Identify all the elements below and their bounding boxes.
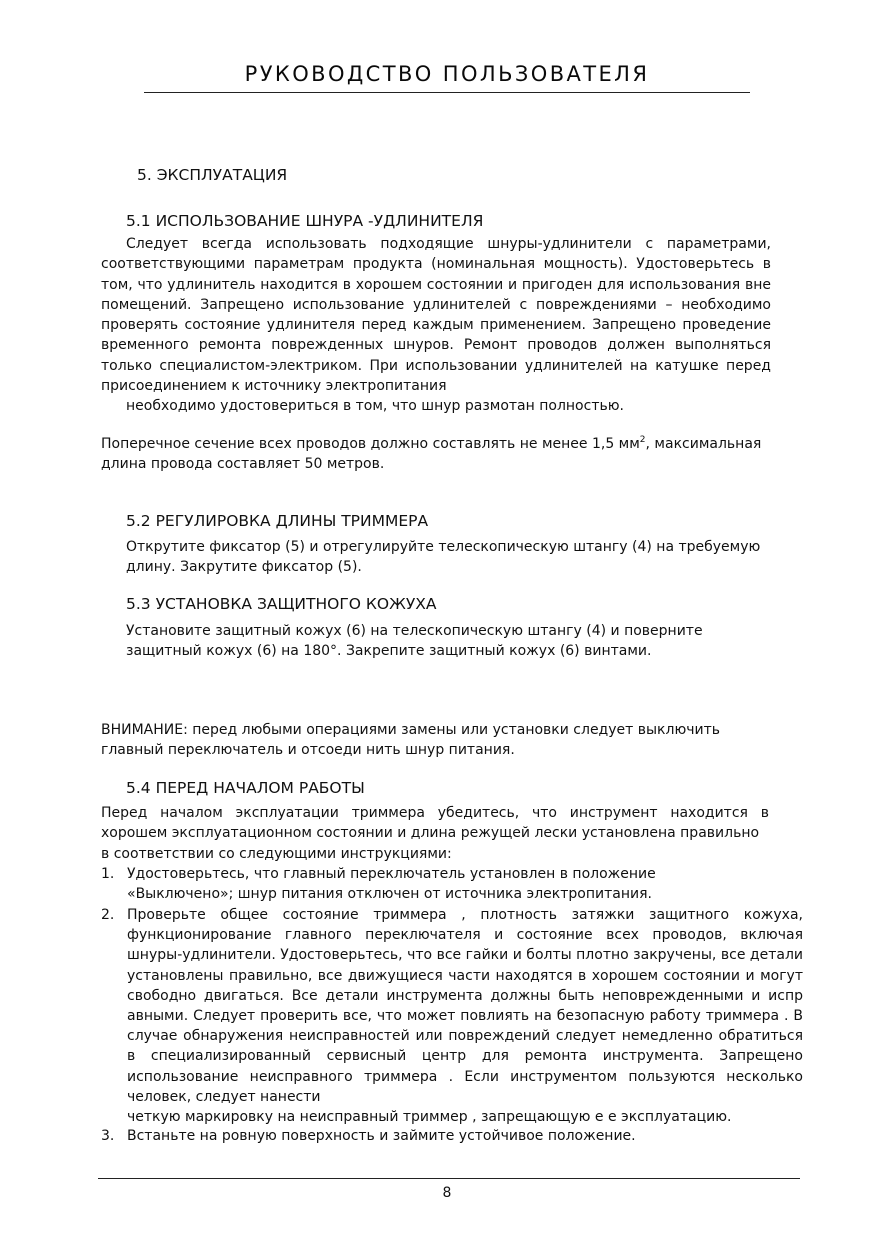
warning-paragraph bbox=[76, 720, 782, 761]
page-number: 8 bbox=[442, 1185, 452, 1201]
list-item-text: Удостоверьтесь, что главный переключатель установлен в положение bbox=[127, 866, 656, 882]
cross-section-last: длина провода составляет 50 метров. bbox=[101, 456, 385, 473]
cross-section-text-2: , максимальная bbox=[645, 436, 762, 452]
section-5-2-text: Открутите фиксатор (5) и отрегулируйте телескопическую штангу (4) на требуемую bbox=[126, 539, 761, 555]
list-item-text-last: четкую маркировку на неисправный триммер , запрещающую е е эксплуатацию. bbox=[127, 1109, 732, 1126]
cross-section-paragraph bbox=[101, 434, 811, 475]
list-item-number: 3. bbox=[101, 1128, 115, 1144]
cross-section-text: Поперечное сечение всех проводов должно составлять не менее 1,5 мм bbox=[101, 436, 640, 452]
section-5-title: 5. ЭКСПЛУАТАЦИЯ bbox=[137, 166, 288, 184]
section-5-2-paragraph bbox=[101, 537, 783, 578]
header-rule bbox=[144, 92, 750, 93]
warning-text-last: главный переключатель и отсоеди нить шнур питания. bbox=[101, 742, 515, 759]
list-item-text: Проверьте общее состояние триммера , плотность затяжки защитного кожуха, функционирование главного переключателя и состояние всех проводов, включая шнуры‑удлинители. Удостоверьтесь, что все гайки и болты плотно закручены, все детали установлены правильно, все движущиеся части находятся в хорошем состоянии и могут свободно двигаться. Все детали инструмента должны быть неповрежденными и испр авными. Следует проверить все, что может повлиять на безопасную работу триммера . В случае обнаружения неисправностей или повреждений следует немедленно обратиться в специализированный сервисный центр для ремонта инструмента. Запрещено использование неисправного триммера . Если инструментом пользуются несколько человек, следует нанести bbox=[127, 907, 803, 1105]
list-item-3 bbox=[101, 1126, 787, 1146]
section-5-1-title: 5.1 ИСПОЛЬЗОВАНИЕ ШНУРА -УДЛИНИТЕЛЯ bbox=[126, 212, 484, 230]
section-5-1-text: Следует всегда использовать подходящие шнуры‑удлинители с параметрами, соответствующими параметрам продукта (номинальная мощность). Удостоверьтесь в том, что удлинитель находится в хорошем состоянии и пригоден для использования вне помещений. Запрещено использование удлинителей с повреждениями – необходимо проверять состояние удлинителя перед каждым применением. Запрещено проведение временного ремонта поврежденных шнуров. Ремонт проводов должен выполняться только специалистом‑электриком. При использовании удлинителей на катушке перед присоединением к источнику электропитания bbox=[101, 236, 771, 395]
section-5-4-title: 5.4 ПЕРЕД НАЧАЛОМ РАБОТЫ bbox=[126, 779, 365, 797]
list-item-number: 2. bbox=[101, 907, 115, 923]
list-item-1 bbox=[101, 864, 773, 904]
list-item-text-last: Встаньте на ровную поверхность и займите устойчивое положение. bbox=[127, 1128, 636, 1144]
section-5-1-text-last: необходимо удостовериться в том, что шнур размотан полностью. bbox=[126, 398, 624, 415]
footer-rule bbox=[98, 1178, 800, 1179]
warning-text: ВНИМАНИЕ: перед любыми операциями замены или установки следует выключить bbox=[101, 722, 721, 738]
list-item-number: 1. bbox=[101, 866, 115, 882]
section-5-3-paragraph bbox=[101, 621, 803, 662]
list-item-2 bbox=[101, 905, 803, 1127]
section-5-4-intro-text: Перед началом эксплуатации триммера убедитесь, что инструмент находится в хорошем эксплуатационном состоянии и длина режущей лески установлена правильно bbox=[101, 805, 769, 842]
section-5-1-paragraph bbox=[101, 234, 771, 417]
section-5-3-text-last: защитный кожух (6) на 180°. Закрепите защитный кожух (6) винтами. bbox=[126, 643, 652, 660]
superscript-2: 2 bbox=[639, 435, 646, 445]
section-5-2-text-last: длину. Закрутите фиксатор (5). bbox=[126, 559, 362, 576]
section-5-2-title: 5.2 РЕГУЛИРОВКА ДЛИНЫ ТРИММЕРА bbox=[126, 512, 429, 530]
section-5-3-title: 5.3 УСТАНОВКА ЗАЩИТНОГО КОЖУХА bbox=[126, 595, 437, 613]
section-5-4-intro-last: в соответствии со следующими инструкциями: bbox=[101, 845, 452, 862]
section-5-3-text: Установите защитный кожух (6) на телескопическую штангу (4) и поверните bbox=[126, 623, 703, 639]
list-item-text-last: «Выключено»; шнур питания отключен от источника электропитания. bbox=[127, 886, 652, 903]
section-5-4-intro bbox=[101, 803, 769, 864]
page-header-title: РУКОВОДСТВО ПОЛЬЗОВАТЕЛЯ bbox=[244, 62, 650, 86]
